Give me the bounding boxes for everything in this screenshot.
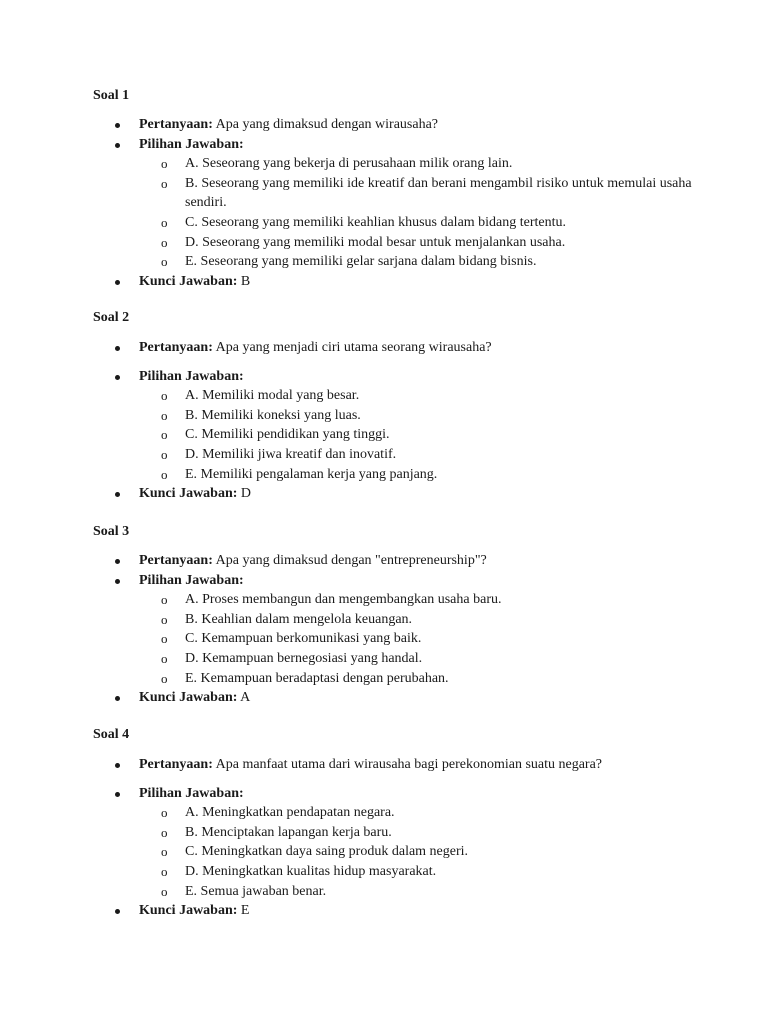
question-label: Pertanyaan: <box>139 117 213 132</box>
option-text: E. Seseorang yang memiliki gelar sarjana dalam bidang bisnis. <box>185 254 537 270</box>
question-block-4 <box>93 725 713 921</box>
circle-bullet-icon: o <box>161 156 168 172</box>
answer-key-item <box>93 901 713 921</box>
option-text: D. Memiliki jiwa kreatif dan inovatif. <box>185 446 397 462</box>
bullet-icon <box>115 579 120 584</box>
circle-bullet-icon: o <box>161 670 168 686</box>
circle-bullet-icon: o <box>161 592 168 608</box>
choices-item <box>93 367 713 485</box>
question-text: Apa manfaat utama dari wirausaha bagi perekonomian suatu negara? <box>215 757 603 772</box>
bullet-icon <box>115 346 120 351</box>
choices-item <box>93 784 713 902</box>
option-text: C. Memiliki pendidikan yang tinggi. <box>185 427 390 443</box>
bullet-icon <box>115 123 120 128</box>
option-d <box>139 445 713 465</box>
answer-key-value: A <box>240 690 251 706</box>
bullet-icon <box>115 696 120 701</box>
circle-bullet-icon: o <box>161 805 168 821</box>
option-d <box>139 649 713 669</box>
answer-key-item <box>93 272 713 292</box>
option-text: A. Proses membangun dan mengembangkan usaha baru. <box>185 592 502 608</box>
bullet-icon <box>115 143 120 148</box>
choices-label: Pilihan Jawaban: <box>139 368 244 384</box>
question-title: Soal 2 <box>93 310 130 325</box>
options-list <box>139 154 713 272</box>
answer-key-value: E <box>240 903 250 919</box>
option-text: A. Meningkatkan pendapatan negara. <box>185 805 395 821</box>
question-text: Apa yang dimaksud dengan wirausaha? <box>215 117 438 132</box>
question-block-2 <box>93 308 713 504</box>
choices-label: Pilihan Jawaban: <box>139 572 244 588</box>
circle-bullet-icon: o <box>161 427 168 443</box>
circle-bullet-icon: o <box>161 446 168 462</box>
circle-bullet-icon: o <box>161 824 168 840</box>
option-text: D. Seseorang yang memiliki modal besar untuk menjalankan usaha. <box>185 234 566 250</box>
question-label: Pertanyaan: <box>139 757 213 772</box>
circle-bullet-icon: o <box>161 883 168 899</box>
circle-bullet-icon: o <box>161 844 168 860</box>
option-b <box>139 174 713 213</box>
question-label: Pertanyaan: <box>139 340 213 355</box>
question-title: Soal 3 <box>93 524 130 539</box>
option-a <box>139 803 713 823</box>
choices-item <box>93 135 713 272</box>
question-item <box>93 551 713 571</box>
answer-key-label: Kunci Jawaban: <box>139 486 238 502</box>
question-item <box>93 338 713 358</box>
option-text: C. Seseorang yang memiliki keahlian khusus dalam bidang tertentu. <box>185 214 567 230</box>
answer-key-label: Kunci Jawaban: <box>139 903 238 919</box>
option-d <box>139 233 713 253</box>
circle-bullet-icon: o <box>161 407 168 423</box>
option-text: D. Meningkatkan kualitas hidup masyarakat. <box>185 863 437 879</box>
circle-bullet-icon: o <box>161 175 168 191</box>
options-list <box>139 803 713 901</box>
bullet-icon <box>115 559 120 564</box>
option-text: B. Menciptakan lapangan kerja baru. <box>185 824 392 840</box>
option-a <box>139 590 713 610</box>
question-label: Pertanyaan: <box>139 553 213 568</box>
circle-bullet-icon: o <box>161 214 168 230</box>
question-details <box>93 755 713 921</box>
options-list <box>139 386 713 484</box>
question-block-3 <box>93 522 713 708</box>
options-list <box>139 590 713 688</box>
option-c <box>139 842 713 862</box>
question-item <box>93 755 713 775</box>
option-text: C. Kemampuan berkomunikasi yang baik. <box>185 631 422 647</box>
question-details <box>93 115 713 291</box>
option-e <box>139 882 713 902</box>
question-title: Soal 1 <box>93 88 130 103</box>
circle-bullet-icon: o <box>161 234 168 250</box>
choices-label: Pilihan Jawaban: <box>139 136 244 152</box>
option-text: C. Meningkatkan daya saing produk dalam negeri. <box>185 844 469 860</box>
circle-bullet-icon: o <box>161 611 168 627</box>
bullet-icon <box>115 375 120 380</box>
question-text: Apa yang menjadi ciri utama seorang wirausaha? <box>215 340 492 355</box>
bullet-icon <box>115 909 120 914</box>
option-a <box>139 154 713 174</box>
option-c <box>139 213 713 233</box>
choices-label: Pilihan Jawaban: <box>139 785 244 801</box>
circle-bullet-icon: o <box>161 631 168 647</box>
answer-key-value: B <box>240 273 251 289</box>
option-d <box>139 862 713 882</box>
question-text: Apa yang dimaksud dengan "entrepreneurship"? <box>215 553 487 568</box>
option-text: E. Kemampuan beradaptasi dengan perubahan. <box>185 670 449 686</box>
option-b <box>139 406 713 426</box>
bullet-icon <box>115 763 120 768</box>
option-text: B. Keahlian dalam mengelola keuangan. <box>185 611 413 627</box>
answer-key-label: Kunci Jawaban: <box>139 273 238 289</box>
option-a <box>139 386 713 406</box>
option-b <box>139 610 713 630</box>
answer-key-item <box>93 484 713 504</box>
question-block-1 <box>93 86 713 291</box>
question-details <box>93 551 713 708</box>
answer-key-label: Kunci Jawaban: <box>139 690 238 706</box>
question-title: Soal 4 <box>93 727 130 742</box>
option-text: D. Kemampuan bernegosiasi yang handal. <box>185 650 423 666</box>
circle-bullet-icon: o <box>161 863 168 879</box>
circle-bullet-icon: o <box>161 388 168 404</box>
option-c <box>139 425 713 445</box>
answer-key-item <box>93 688 713 708</box>
option-text: A. Seseorang yang bekerja di perusahaan milik orang lain. <box>185 156 513 172</box>
option-e <box>139 465 713 485</box>
option-text: E. Memiliki pengalaman kerja yang panjang. <box>185 466 438 482</box>
circle-bullet-icon: o <box>161 650 168 666</box>
circle-bullet-icon: o <box>161 466 168 482</box>
bullet-icon <box>115 792 120 797</box>
option-e <box>139 669 713 689</box>
option-text: B. Seseorang yang memiliki ide kreatif dan berani mengambil risiko untuk memulai usaha sendiri. <box>185 175 692 211</box>
bullet-icon <box>115 492 120 497</box>
choices-item <box>93 571 713 689</box>
question-item <box>93 115 713 135</box>
option-text: B. Memiliki koneksi yang luas. <box>185 407 361 423</box>
option-text: E. Semua jawaban benar. <box>185 883 327 899</box>
bullet-icon <box>115 280 120 285</box>
circle-bullet-icon: o <box>161 254 168 270</box>
option-b <box>139 823 713 843</box>
answer-key-value: D <box>240 486 252 502</box>
option-e <box>139 252 713 272</box>
option-text: A. Memiliki modal yang besar. <box>185 388 360 404</box>
question-details <box>93 338 713 504</box>
option-c <box>139 629 713 649</box>
